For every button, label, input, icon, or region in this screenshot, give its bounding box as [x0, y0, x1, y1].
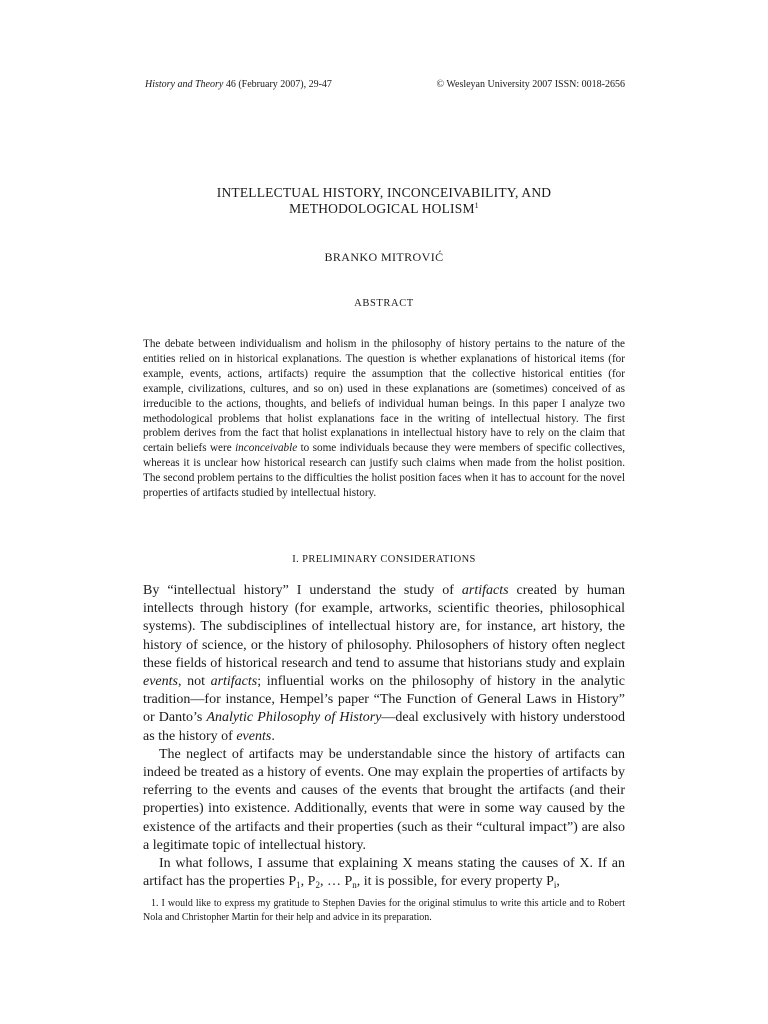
title-footnote-mark: 1	[474, 201, 479, 210]
p1-emphasis-4: Analytic Philosophy of History	[206, 710, 382, 726]
abstract-part-2: to some individuals because they were members of specific collectives, whereas it is unclear how historical research can justify such claims when made from the holist position. The second problem pertains to the difficulties the holist position faces when it has to account for the novel properties of artifacts studied by intellectual history.	[143, 442, 625, 500]
abstract-text	[143, 337, 625, 501]
p3-subscript-n: n	[352, 880, 357, 891]
p3-subscript-2: 2	[315, 880, 320, 891]
paragraph-1	[143, 582, 625, 746]
issue-info: 46 (February 2007), 29-47	[223, 79, 332, 90]
p3-text-4: , it is possible, for every property P	[356, 874, 554, 890]
p1-text-6: .	[271, 728, 275, 744]
article-title	[143, 185, 625, 217]
paragraph-2: The neglect of artifacts may be understandable since the history of artifacts can indeed be treated as a history of events. One may explain the properties of artifacts by referring to the events and causes of the events that brought the artifacts (and their properties) into existence. Additionally, events that were in some way caused by the existence of the artifacts and their properties (such as their “cultural impact”) are also a legitimate topic of intellectual history.	[143, 746, 625, 853]
author-name: BRANKO MITROVIĆ	[324, 250, 444, 264]
p3-text-1: In what follows, I assume that explaining X means stating the causes of X. If an artifact has the properties P	[143, 856, 625, 890]
abstract-part-1: The debate between individualism and holism in the philosophy of history pertains to the nature of the entities relied on in historical explanations. The question is whether explanations of historical items (for example, events, actions, artifacts) require the assumption that the collective historical entities (for example, civilizations, cultures, and so on) used in these explanations are (sometimes) conceived of as irreducible to the actions, thoughts, and beliefs of individual human beings. In this paper I analyze two methodological problems that holist explanations face in the writing of intellectual history. The first problem derives from the fact that holist explanations in intellectual history have to rely on the claim that certain beliefs were	[143, 338, 625, 455]
p1-emphasis-2: events	[143, 674, 178, 690]
p3-text-3: , … P	[319, 874, 353, 890]
p1-text-4: ; influential works on the philosophy of history in the analytic tradition—for instance, Hempel’s paper “The Function of General Laws in History” or Danto’s	[143, 674, 625, 726]
p1-text-1: By “intellectual history” I understand the study of	[143, 583, 462, 598]
abstract-emphasis: inconceivable	[235, 442, 298, 455]
p3-text-5: ,	[556, 874, 560, 890]
footnote: 1. I would like to express my gratitude to Stephen Davies for the original stimulus to write this article and to Robert Nola and Christopher Martin for their help and advice in its preparation.	[143, 898, 625, 923]
title-line-2	[143, 201, 625, 217]
body-text	[143, 582, 625, 891]
p1-emphasis-5: events	[236, 728, 272, 744]
p1-text-3: , not	[177, 674, 211, 690]
p1-text-2: created by human intellects through history (for example, artworks, scientific theories, philosophical systems). The subdisciplines of intellectual history are, for instance, art history, the history of science, or the history of philosophy. Philosophers of history often neglect these fields of historical research and tend to assume that historians study and explain	[143, 583, 625, 671]
p3-subscript-i: i	[553, 880, 557, 891]
title-line-2-text: METHODOLOGICAL HOLISM	[289, 201, 475, 216]
p3-subscript-1: 1	[296, 880, 301, 891]
section-heading: I. PRELIMINARY CONSIDERATIONS	[292, 554, 476, 565]
title-line-1: INTELLECTUAL HISTORY, INCONCEIVABILITY, AND	[216, 185, 552, 200]
p1-text-5: —deal exclusively with history understood as the history of	[143, 710, 625, 744]
p1-emphasis-3: artifacts	[210, 674, 258, 690]
p3-text-2: , P	[300, 874, 316, 890]
journal-citation	[145, 78, 332, 92]
paragraph-3	[143, 855, 625, 891]
p1-emphasis-1: artifacts	[461, 583, 509, 598]
abstract-heading: ABSTRACT	[354, 298, 414, 309]
copyright-notice: © Wesleyan University 2007 ISSN: 0018-2656	[436, 79, 625, 90]
journal-name: History and Theory	[145, 79, 224, 90]
